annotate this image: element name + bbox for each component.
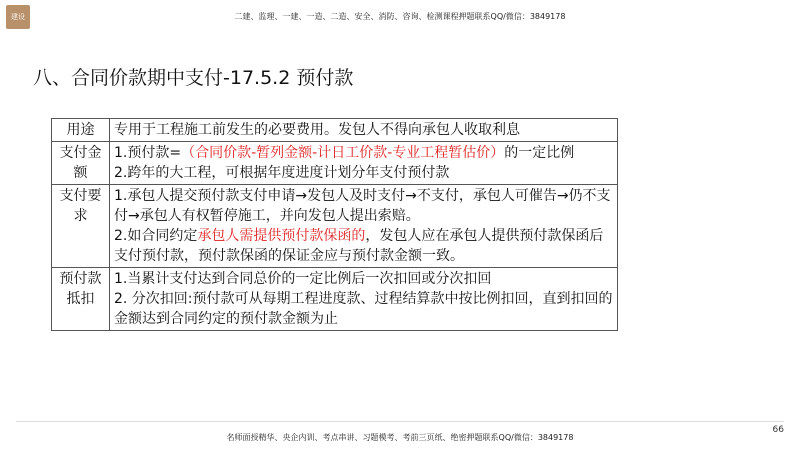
row-body-deduction: [110, 268, 618, 331]
footer-note: 名师面授精华、央企内训、考点串讲、习题模考、考前三页纸、绝密押题联系QQ/微信：3849178: [226, 433, 574, 442]
row-body-requirements: [110, 185, 618, 268]
amount-line-1-red: （合同价款-暂列金额-计日工价款-专业工程暂估价）: [181, 145, 505, 161]
requirements-line-2-suffix: ，发包人应在承包人提供预付款保函后支付预付款，预付款保函的保证金应与预付款金额一致。: [114, 228, 604, 264]
requirements-line-2-prefix: 2.如合同约定: [114, 228, 198, 244]
row-body-purpose: [110, 119, 618, 142]
amount-line-1: [114, 143, 613, 163]
row-head-requirements: 支付要求: [52, 185, 110, 268]
amount-line-2: 2.跨年的大工程，可根据年度进度计划分年支付预付款: [114, 165, 450, 181]
table-row-deduction: [52, 268, 618, 331]
slide-title: 八、合同价款期中支付-17.5.2 预付款: [33, 67, 354, 89]
table-row-purpose: [52, 119, 618, 142]
amount-line-1-suffix: 的一定比例: [504, 145, 575, 161]
content-table: [51, 118, 618, 331]
purpose-text: 专用于工程施工前发生的必要费用。发包人不得向承包人收取利息: [114, 122, 520, 138]
row-head-amount: 支付金额: [52, 142, 110, 185]
page-number: 66: [772, 425, 784, 435]
table-row-amount: [52, 142, 618, 185]
brand-logo-text: 建设: [11, 13, 25, 21]
table-row-requirements: [52, 185, 618, 268]
header-note: 二建、监理、一建、一造、二造、安全、消防、咨询、检测课程押题联系QQ/微信：3849178: [234, 12, 566, 21]
requirements-line-2-red: 承包人需提供预付款保函的: [197, 228, 366, 244]
row-body-amount: [110, 142, 618, 185]
amount-line-1-prefix: 1.预付款=: [114, 145, 182, 161]
deduction-line-1: 1.当累计支付达到合同总价的一定比例后一次扣回或分次扣回: [114, 271, 492, 287]
requirements-line-2: [114, 226, 613, 266]
row-head-purpose: 用途: [52, 119, 110, 142]
requirements-line-1: 1.承包人提交预付款支付申请→发包人及时支付→不支付，承包人可催告→仍不支付→承包人有权暂停施工，并向发包人提出索赔。: [114, 188, 611, 224]
deduction-line-2: 2. 分次扣回:预付款可从每期工程进度款、过程结算款中按比例扣回，直到扣回的金额达到合同约定的预付款金额为止: [114, 291, 613, 327]
row-head-deduction: 预付款抵扣: [52, 268, 110, 331]
footer-divider: [16, 421, 784, 422]
